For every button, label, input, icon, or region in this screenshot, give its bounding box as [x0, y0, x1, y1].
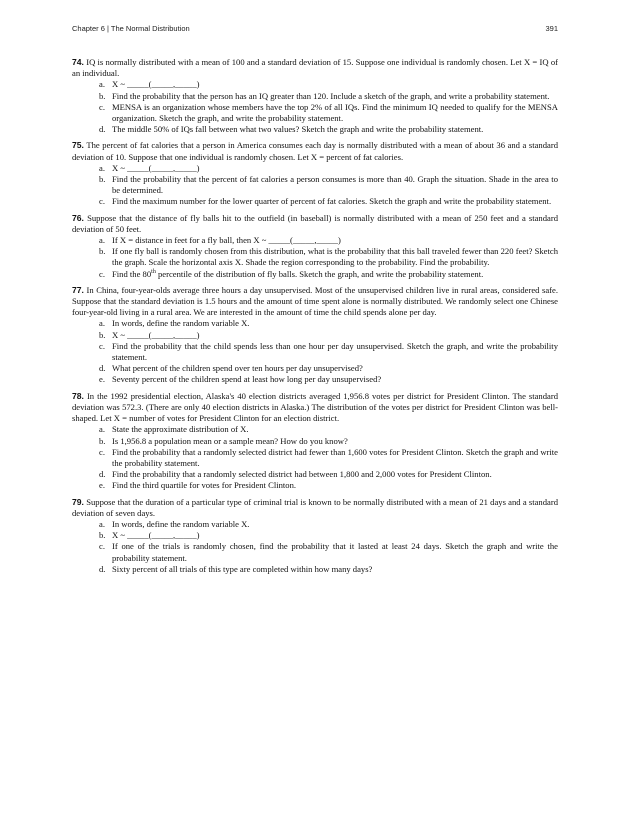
exercise-number: 75.	[72, 140, 84, 151]
part-text: If one of the trials is randomly chosen, find the probability that it lasted at least 24 days. Sketch the graph and write the probability statement.	[112, 541, 558, 563]
part-letter: a.	[99, 318, 105, 329]
exercise-stem	[72, 213, 558, 235]
part-letter: b.	[99, 174, 106, 185]
part-letter: c.	[99, 268, 105, 279]
part-text: If X = distance in feet for a fly ball, then X ~ _____(_____,_____)	[112, 235, 341, 246]
exercise-text: In China, four-year-olds average three hours a day unsupervised. Most of the unsupervised children live in rural areas, considered safe. Suppose that the standard deviation is 1.5 hours and the amount of time spent alone is normally distributed. We randomly select one Chinese four-year-old living in a rural area. We are interested in the amount of time the child spends alone per day.	[72, 284, 558, 318]
exercise-part	[72, 363, 558, 374]
exercise-part	[72, 102, 558, 124]
exercise-text: Suppose that the distance of fly balls hit to the outfield (in baseball) is normally distributed with a mean of 250 feet and a standard deviation of 50 feet.	[72, 212, 558, 234]
part-letter: b.	[99, 246, 106, 257]
exercise-part	[72, 519, 558, 530]
exercise-part	[72, 480, 558, 491]
part-letter: a.	[99, 235, 105, 246]
part-text: Seventy percent of the children spend at least how long per day unsupervised?	[112, 374, 382, 385]
part-text: Is 1,956.8 a population mean or a sample mean? How do you know?	[112, 435, 348, 446]
exercise-stem	[72, 285, 558, 319]
ordinal-suffix: th	[151, 268, 156, 275]
part-letter: c.	[99, 446, 105, 457]
exercise-74	[72, 57, 558, 135]
exercise-parts	[72, 318, 558, 385]
part-text: The middle 50% of IQs fall between what two values? Sketch the graph and write the probability statement.	[112, 124, 484, 135]
exercise-part	[72, 436, 558, 447]
exercise-part	[72, 79, 558, 90]
exercise-number: 79.	[72, 496, 84, 507]
part-letter: a.	[99, 79, 105, 90]
part-text: Find the probability that a randomly selected district had fewer than 1,600 votes for President Clinton. Sketch the graph and write the probability statement.	[112, 446, 558, 468]
exercise-part	[72, 541, 558, 563]
part-text-before: Find the 80	[112, 268, 152, 279]
part-letter: b.	[99, 530, 106, 541]
exercise-part	[72, 196, 558, 207]
chapter-title: Chapter 6 | The Normal Distribution	[72, 24, 190, 33]
exercise-part	[72, 124, 558, 135]
exercise-part	[72, 374, 558, 385]
part-text: What percent of the children spend over ten hours per day unsupervised?	[112, 363, 363, 374]
exercise-part	[72, 246, 558, 268]
exercise-part	[72, 174, 558, 196]
exercise-number: 74.	[72, 57, 84, 67]
exercise-part	[72, 447, 558, 469]
exercise-parts	[72, 79, 558, 135]
part-text: Find the third quartile for votes for President Clinton.	[112, 480, 297, 491]
part-letter: c.	[99, 196, 105, 207]
exercise-78	[72, 391, 558, 492]
exercise-number: 77.	[72, 284, 84, 295]
exercise-part	[72, 564, 558, 575]
exercise-77	[72, 285, 558, 386]
exercise-79	[72, 497, 558, 575]
exercise-part	[72, 91, 558, 102]
part-letter: b.	[99, 90, 106, 101]
exercise-parts	[72, 519, 558, 575]
exercise-text: Suppose that the duration of a particular type of criminal trial is known to be normally distributed with a mean of 21 days and a standard deviation of seven days.	[72, 496, 558, 518]
exercise-part	[72, 424, 558, 435]
part-letter: a.	[99, 424, 105, 435]
page-header	[72, 24, 558, 36]
exercise-part	[72, 235, 558, 246]
part-text: Find the probability that the person has an IQ greater than 120. Include a sketch of the graph, and write a probability statement.	[112, 90, 550, 101]
exercise-stem	[72, 57, 558, 79]
part-letter: a.	[99, 162, 105, 173]
part-text: X ~ _____(_____,_____)	[112, 329, 200, 340]
page-number: 391	[545, 24, 558, 33]
part-text: Find the probability that a randomly selected district had between 1,800 and 2,000 votes for President Clinton.	[112, 469, 492, 480]
part-letter: d.	[99, 363, 106, 374]
part-text-after: percentile of the distribution of fly balls. Sketch the graph, and write the probability statement.	[155, 268, 484, 279]
part-text: Sixty percent of all trials of this type are completed within how many days?	[112, 563, 373, 574]
part-text: Find the probability that the child spends less than one hour per day unsupervised. Sketch the graph, and write the probability statement.	[112, 340, 558, 363]
part-text: X ~ _____(_____,_____)	[112, 530, 200, 541]
part-letter: d.	[99, 469, 106, 480]
part-letter: c.	[99, 101, 105, 112]
exercise-76	[72, 213, 558, 280]
exercise-part	[72, 530, 558, 541]
exercise-75	[72, 140, 558, 207]
exercise-stem	[72, 391, 558, 425]
exercise-list	[72, 57, 558, 580]
part-letter: a.	[99, 518, 105, 529]
part-letter: e.	[99, 374, 105, 385]
part-text: Find the probability that the percent of fat calories a person consumes is more than 40. Graph the situation. Shade in the area to be determined.	[112, 174, 558, 196]
part-letter: d.	[99, 563, 106, 574]
part-text: X ~ _____(_____,_____)	[112, 79, 200, 90]
part-text: In words, define the random variable X.	[112, 318, 250, 329]
part-letter: c.	[99, 340, 105, 351]
exercise-stem	[72, 497, 558, 519]
part-text: If one fly ball is randomly chosen from this distribution, what is the probability that this ball traveled fewer than 220 feet? Sketch the graph. Scale the horizontal axis X. Shade the region corresponding to the probability. Find the probability.	[112, 246, 558, 268]
exercise-part	[72, 163, 558, 174]
part-letter: d.	[99, 124, 106, 135]
part-text: State the approximate distribution of X.	[112, 424, 249, 435]
exercise-parts	[72, 235, 558, 280]
part-text: Find the maximum number for the lower quarter of percent of fat calories. Sketch the graph and write the probability statement.	[112, 196, 552, 207]
exercise-part	[72, 341, 558, 363]
exercise-part	[72, 469, 558, 480]
part-letter: e.	[99, 480, 105, 491]
exercise-text: In the 1992 presidential election, Alaska's 40 election districts averaged 1,956.8 votes per district for President Clinton. The standard deviation was 572.3. (There are only 40 election districts in Alaska.) The distribution of the votes per district for President Clinton was bell-shaped. Let X = number of votes for President Clinton for an election district.	[72, 390, 558, 424]
part-text: In words, define the random variable X.	[112, 518, 250, 529]
part-letter: c.	[99, 541, 105, 552]
exercise-number: 76.	[72, 212, 84, 223]
exercise-text: The percent of fat calories that a person in America consumes each day is normally distributed with a mean of about 36 and a standard deviation of 10. Suppose that one individual is randomly chosen. Let X = percent of fat calories.	[72, 140, 559, 162]
exercise-number: 78.	[72, 390, 84, 401]
exercise-part	[72, 330, 558, 341]
exercise-stem	[72, 140, 558, 162]
exercise-part	[72, 318, 558, 329]
part-text: MENSA is an organization whose members have the top 2% of all IQs. Find the minimum IQ needed to qualify for the MENSA organization. Sketch the graph, and write the probability statement.	[112, 101, 558, 124]
exercise-text: IQ is normally distributed with a mean of 100 and a standard deviation of 15. Suppose one individual is randomly chosen. Let X = IQ of an individual.	[72, 57, 558, 79]
exercise-parts	[72, 163, 558, 208]
exercise-part	[72, 269, 558, 280]
part-letter: b.	[99, 329, 106, 340]
exercise-parts	[72, 424, 558, 491]
part-text: X ~ _____(_____,_____)	[112, 162, 200, 173]
part-letter: b.	[99, 435, 106, 446]
